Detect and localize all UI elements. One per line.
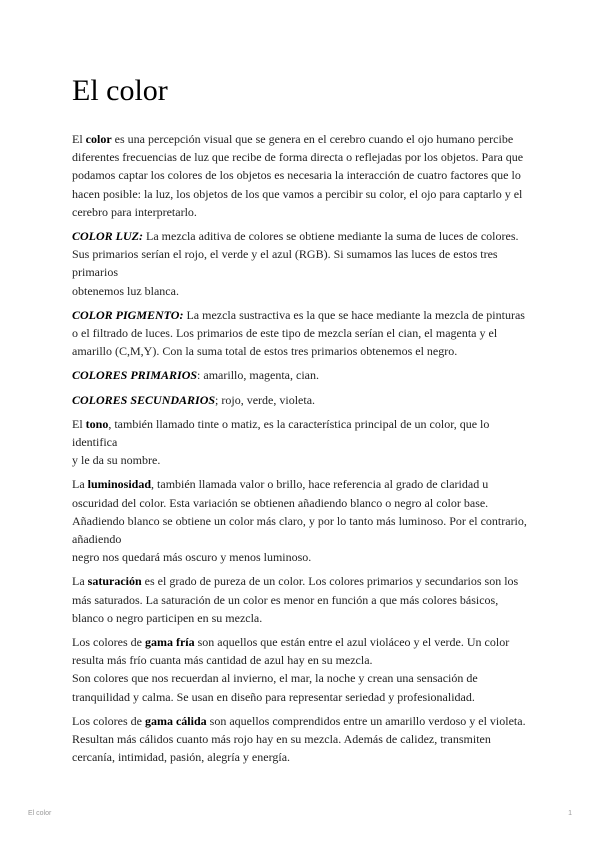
text-run: La bbox=[72, 574, 88, 589]
bold-term-gama-fria: gama fría bbox=[144, 635, 195, 650]
paragraph-colores-primarios bbox=[72, 366, 532, 384]
document-body bbox=[72, 130, 532, 773]
text-run: , también llamada valor o brillo, hace referencia al grado de claridad u oscuridad del color. Esta variación se obtienen añadiendo blanco o negro al color base. Añadiendo blanco se obtiene un color más claro, y por lo tanto más luminoso. Por el contrario, añadiendo bbox=[72, 477, 527, 547]
footer-page-number: 1 bbox=[568, 810, 572, 817]
text-run: , también llamado tinte o matiz, es la característica principal de un color, que lo identifica bbox=[72, 416, 490, 450]
bold-italic-term: COLOR LUZ: bbox=[72, 229, 143, 244]
paragraph-color-luz bbox=[72, 227, 532, 300]
paragraph-definition bbox=[72, 130, 532, 221]
text-run: El bbox=[72, 132, 86, 146]
text-run: Son colores que nos recuerdan al invierno, el mar, la noche y crean una sensación de tranquilidad y calma. Se usan en diseño para representar seriedad y profesionalidad. bbox=[72, 671, 478, 704]
bold-italic-term: COLORES PRIMARIOS bbox=[72, 368, 198, 383]
bold-italic-term: COLOR PIGMENTO: bbox=[72, 307, 184, 322]
bold-term-luminosidad: luminosidad bbox=[87, 477, 152, 492]
bold-term-saturacion: saturación bbox=[87, 574, 142, 589]
bold-term-color: color bbox=[85, 132, 112, 146]
footer-document-title: El color bbox=[28, 810, 52, 817]
text-run: obtenemos luz blanca. bbox=[72, 283, 179, 298]
paragraph-color-pigmento bbox=[72, 306, 532, 361]
text-run: es el grado de pureza de un color. Los colores primarios y secundarios son los más saturados. La saturación de un color es menor en función a que más colores básicos, blanco o negro participen en su mezcla. bbox=[72, 574, 519, 625]
text-run: son aquellos que están entre el azul violáceo y el verde. Un color resulta más frío cuanta más cantidad de azul hay en su mezcla. bbox=[72, 635, 510, 668]
bold-term-tono: tono bbox=[85, 416, 109, 431]
bold-term-gama-calida: gama cálida bbox=[144, 713, 207, 728]
text-run: ; rojo, verde, violeta. bbox=[215, 392, 316, 407]
text-run: La bbox=[72, 477, 88, 492]
paragraph-gama-calida bbox=[72, 712, 532, 767]
bold-italic-term: COLORES SECUNDARIOS bbox=[72, 392, 216, 407]
text-run: son aquellos comprendidos entre un amarillo verdoso y el violeta. Resultan más cálidos cuanto más rojo hay en su mezcla. Además de calidez, transmiten cercanía, intimidad, pasión, alegría y energía. bbox=[72, 713, 526, 765]
paragraph-saturacion bbox=[72, 572, 532, 627]
text-run: Los colores de bbox=[72, 635, 145, 650]
paragraph-tono bbox=[72, 415, 532, 470]
text-run: y le da su nombre. bbox=[72, 453, 161, 468]
text-run: es una percepción visual que se genera en el cerebro cuando el ojo humano percibe diferentes frecuencias de luz que recibe de forma directa o reflejadas por los objetos. Para que podamos captar los colores de los objetos es necesaria la interacción de cuatro factores que lo hacen posible: la luz, los objetos de los que vamos a percibir su color, el ojo para captarlo y el cerebro para interpretarlo. bbox=[72, 132, 524, 219]
text-run: : amarillo, magenta, cian. bbox=[197, 368, 319, 383]
page-title: El color bbox=[72, 74, 168, 107]
paragraph-luminosidad bbox=[72, 475, 532, 566]
paragraph-gama-fria bbox=[72, 633, 532, 706]
text-run: La mezcla sustractiva es la que se hace mediante la mezcla de pinturas o el filtrado de luces. Los primarios de este tipo de mezcla serían el cian, el magenta y el amarillo (C,M,Y). Con la suma total de estos tres primarios obtenemos el negro. bbox=[72, 307, 525, 359]
text-run: Los colores de bbox=[72, 713, 145, 728]
text-run: La mezcla aditiva de colores se obtiene mediante la suma de luces de colores. Sus primarios serían el rojo, el verde y el azul (RGB). Si sumamos las luces de estos tres primarios bbox=[72, 229, 519, 280]
paragraph-colores-secundarios bbox=[72, 391, 532, 409]
text-run: negro nos quedará más oscuro y menos luminoso. bbox=[72, 550, 312, 565]
text-run: El bbox=[72, 416, 86, 431]
